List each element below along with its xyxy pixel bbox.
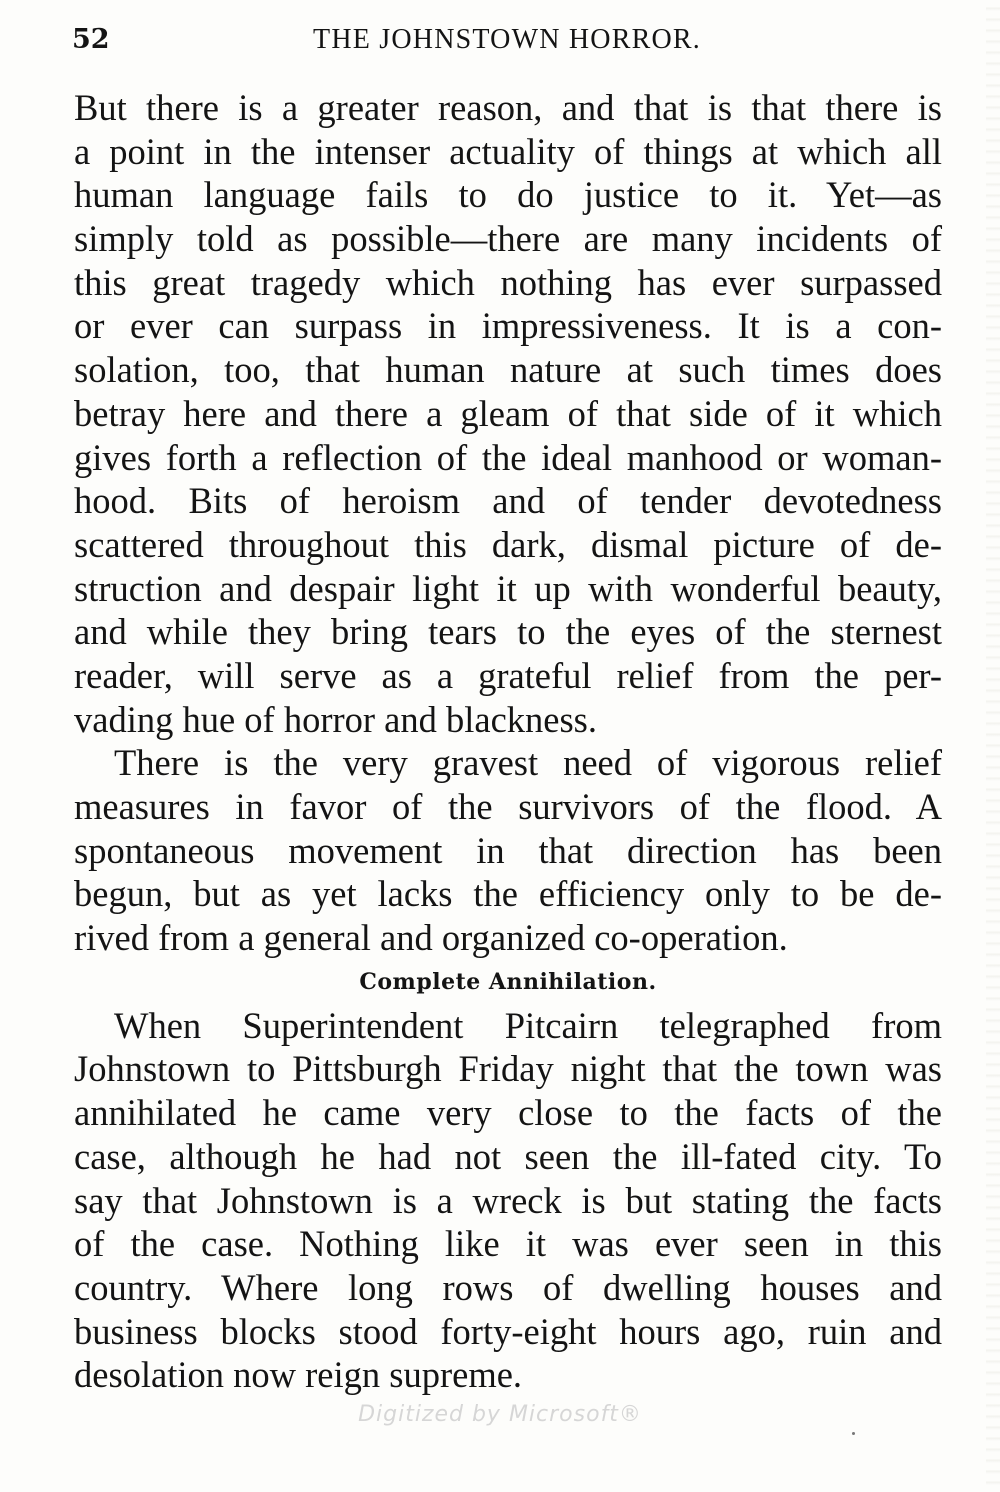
text-line: rived from a general and organized co-operation.	[74, 917, 788, 959]
text-line: simply told as possible—there are many incidents of	[74, 218, 942, 260]
text-line: But there is a greater reason, and that is that there is	[74, 87, 942, 128]
text-line: annihilated he came very close to the facts of the	[74, 1092, 942, 1134]
running-head	[72, 22, 942, 62]
text-line: desolation now reign supreme.	[74, 1354, 523, 1396]
text-line: gives forth a reflection of the ideal manhood or woman-	[74, 436, 942, 478]
text-line: of the case. Nothing like it was ever seen in this	[74, 1223, 942, 1265]
section-heading: Complete Annihilation.	[359, 968, 657, 995]
digitization-watermark: Digitized by Microsoft®	[358, 1402, 642, 1427]
paragraph	[74, 86, 942, 741]
text-line: reader, will serve as a grateful relief from the per-	[74, 654, 942, 696]
text-line: solation, too, that human nature at such times does	[74, 349, 942, 391]
text-line: struction and despair light it up with wonderful beauty,	[74, 567, 942, 609]
text-line: vading hue of horror and blackness.	[74, 698, 598, 740]
text-line: begun, but as yet lacks the efficiency only to be de-	[74, 873, 942, 915]
text-line: human language fails to do justice to it. Yet—as	[74, 174, 942, 216]
text-line: and while they bring tears to the eyes of the sternest	[74, 611, 942, 653]
text-line: betray here and there a gleam of that side of it which	[74, 392, 942, 434]
text-line: a point in the intenser actuality of things at which all	[74, 130, 942, 172]
text-line: this great tragedy which nothing has ever surpassed	[74, 261, 942, 303]
text-line: measures in favor of the survivors of the flood. A	[74, 786, 942, 827]
running-title: THE JOHNSTOWN HORROR.	[313, 24, 701, 55]
scan-edge-noise	[986, 0, 1000, 1492]
paragraph	[74, 1004, 942, 1397]
text-line: spontaneous movement in that direction has been	[74, 829, 942, 871]
text-line: or ever can surpass in impressiveness. It is a con-	[74, 305, 942, 347]
paragraph	[74, 741, 942, 959]
body-text	[74, 86, 942, 1397]
text-line: business blocks stood forty-eight hours ago, ruin and	[74, 1310, 942, 1352]
text-line: say that Johnstown is a wreck is but stating the facts	[74, 1179, 942, 1221]
paper-speck	[852, 1432, 855, 1435]
text-line: scattered throughout this dark, dismal picture of de-	[74, 523, 942, 565]
text-line: There is the very gravest need of vigorous relief	[114, 742, 942, 784]
text-line: case, although he had not seen the ill-fated city. To	[74, 1135, 942, 1177]
text-line: country. Where long rows of dwelling houses and	[74, 1266, 942, 1308]
page-number: 52	[72, 24, 110, 55]
text-line: When Superintendent Pitcairn telegraphed from	[114, 1004, 942, 1046]
text-line: Johnstown to Pittsburgh Friday night that the town was	[74, 1048, 942, 1090]
text-line: hood. Bits of heroism and of tender devotedness	[74, 480, 942, 522]
